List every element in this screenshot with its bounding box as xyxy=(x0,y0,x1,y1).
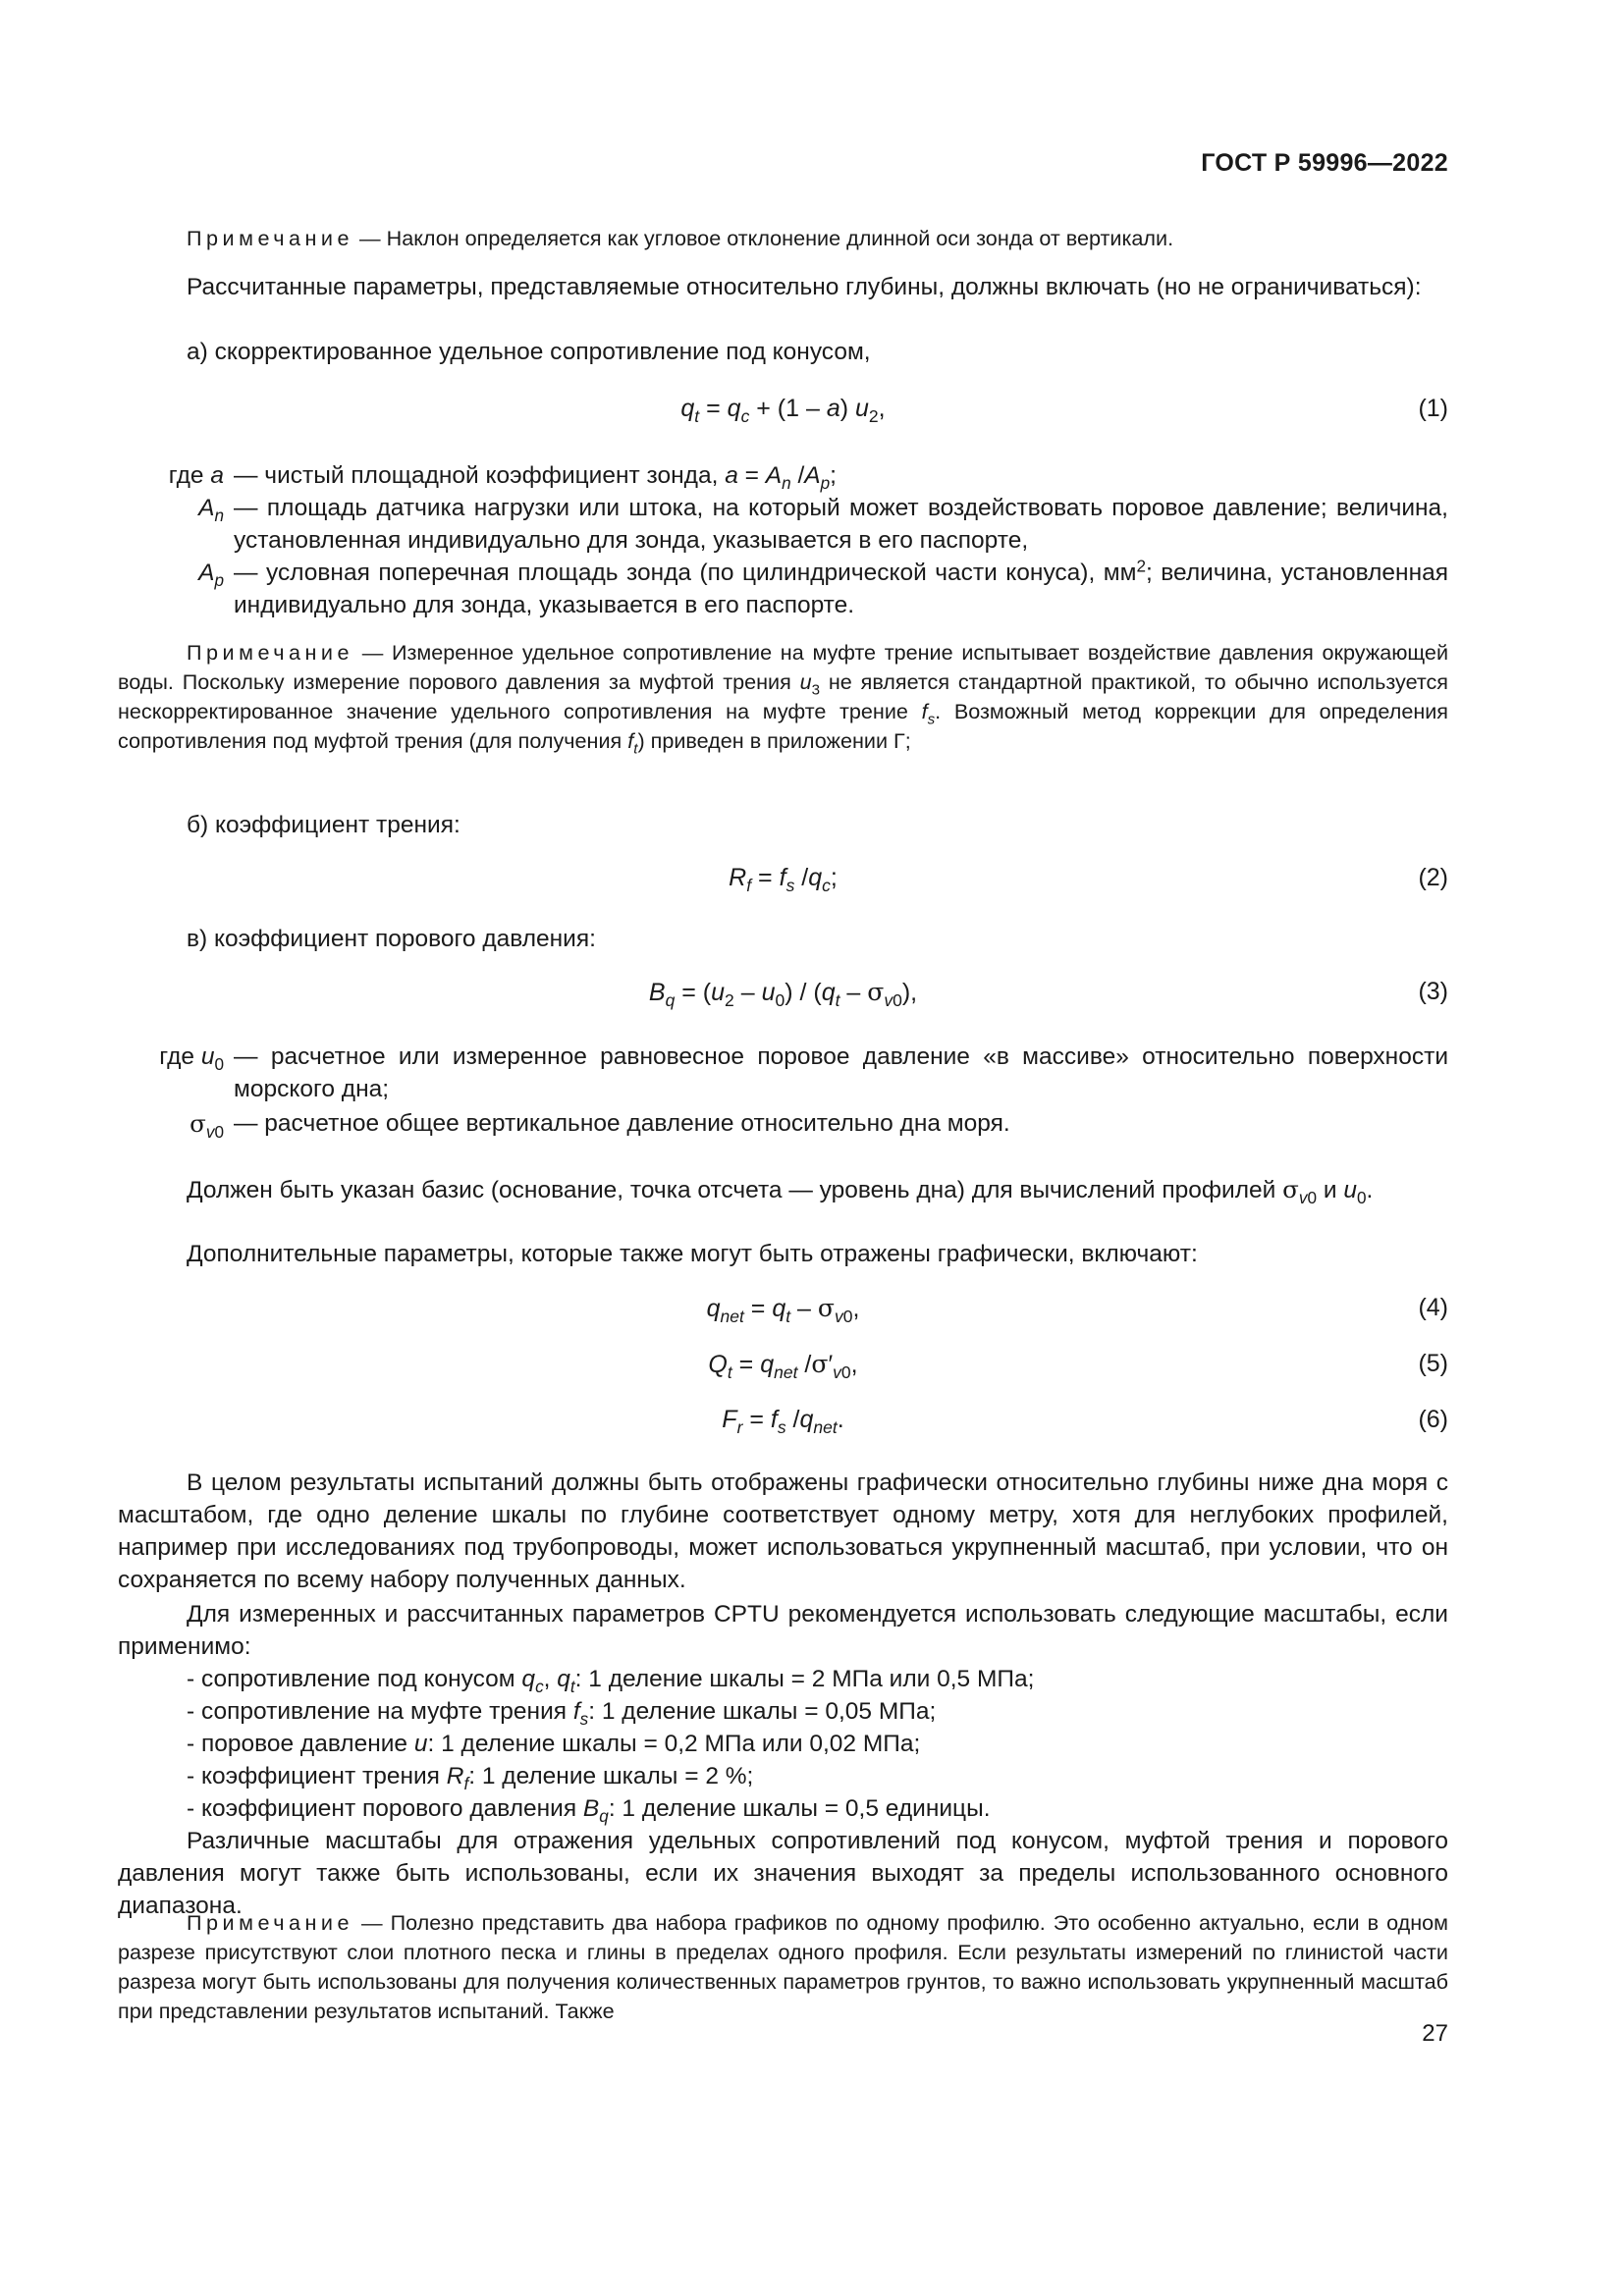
note-3: Примечание — Полезно представить два набора графиков по одному профилю. Это особенно актуально, если в одном разрезе присутствуют слои плотного песка и глины в пределах одного профиля. Если результаты измерений по глинистой части разреза могут быть использованы для получения количественных параметров грунтов, то важно использовать укрупненный масштаб при представлении результатов испытаний. Также xyxy=(118,1910,1448,2023)
document-page xyxy=(118,0,1448,2296)
formula-1-number: (1) xyxy=(1418,395,1448,422)
note-2: Примечание — Измеренное удельное сопротивление на муфте трение испытывает воздействие давления окружающей воды. Поскольку измерение порового давления за муфтой трения $u_3$ не является стандартной практикой, то обычно используется нескорректированное значение удельного сопротивления на муфте трение $f_s$. Возможный метод коррекции для определения сопротивления под муфтой трения (для получения $f_t$) приведен в приложении Г; xyxy=(118,640,1449,758)
paragraph-scales: Для измеренных и рассчитанных параметров CPTU рекомендуется использовать следующие масштабы, если применимо: xyxy=(118,1601,1448,1660)
formula-5-number: (5) xyxy=(1418,1350,1448,1377)
formula-2-number: (2) xyxy=(1418,864,1448,891)
definition-sigma-v0: $\sigma_{v0}$ — расчетное общее вертикальное давление относительно дна моря. xyxy=(189,1109,1010,1142)
formula-4-number: (4) xyxy=(1418,1294,1448,1321)
document-header: ГОСТ Р 59996—2022 xyxy=(1201,149,1448,177)
list-item-v: в) коэффициент порового давления: xyxy=(187,926,596,952)
formula-4-expression: $q_{net} = q_t - \sigma_{v0}$, xyxy=(706,1294,860,1327)
formula-3 xyxy=(118,978,1448,1013)
formula-3-number: (3) xyxy=(1418,978,1448,1005)
formula-1 xyxy=(118,395,1448,430)
definition-ap: $A_p$ — условная поперечная площадь зонда (по цилиндрической части конуса), $мм^2$; величина, установленная индивидуально для зонда, указывается в его паспорте. xyxy=(198,556,1448,618)
formula-6-expression: $F_r = f_s$ $/q_{net}$. xyxy=(722,1406,844,1438)
formula-5-expression: $Q_t = q_{net}$ $/\sigma'_{v0}$, xyxy=(708,1350,858,1383)
formula-5 xyxy=(118,1350,1448,1385)
note-label: Примечание xyxy=(187,226,353,250)
formula-6-number: (6) xyxy=(1418,1406,1448,1433)
formula-2-expression: $R_f = f_s$ $/q_c$; xyxy=(729,864,838,896)
formula-1-expression: $q_t = q_c + (1 - a)$ $u_2$, xyxy=(680,395,886,427)
paragraph-calculated-params: Рассчитанные параметры, представляемые относительно глубины, должны включать (но не ограничиваться): xyxy=(187,274,1422,300)
scale-item-cone: - сопротивление под конусом $q_c$, $q_t$: 1 деление шкалы = 2 МПа или 0,5 МПа; xyxy=(187,1666,1035,1696)
paragraph-additional: Дополнительные параметры, которые также могут быть отражены графически, включают: xyxy=(187,1241,1198,1267)
formula-2 xyxy=(118,864,1448,899)
scale-item-sleeve: - сопротивление на муфте трения $f_s$: 1 деление шкалы = 0,05 МПа; xyxy=(187,1698,937,1729)
scale-item-friction: - коэффициент трения $R_f$: 1 деление шкалы = 2 %; xyxy=(187,1763,754,1793)
formula-6 xyxy=(118,1406,1448,1441)
paragraph-results: В целом результаты испытаний должны быть отображены графически относительно глубины ниже дна моря с масштабом, где одно деление шкалы по глубине соответствует одному метру, хотя для неглубоких профилей, например при исследованиях под трубопроводы, может использоваться укрупненный масштаб, при условии, что он сохраняется по всему набору полученных данных. xyxy=(118,1469,1448,1593)
definition-an: $A_n$ — площадь датчика нагрузки или штока, на который может воздействовать поровое давление; величина, установленная индивидуально для зонда, указывается в его паспорте, xyxy=(198,495,1448,554)
page-number: 27 xyxy=(1422,2020,1448,2047)
scale-item-pore-ratio: - коэффициент порового давления $B_q$: 1 деление шкалы = 0,5 единицы. xyxy=(187,1795,991,1826)
list-item-a: а) скорректированное удельное сопротивление под конусом, xyxy=(187,339,871,365)
formula-4 xyxy=(118,1294,1448,1329)
paragraph-basis: Должен быть указан базис (основание, точка отсчета — уровень дна) для вычислений профилей $\sigma_{v0}$ и $u_0$. xyxy=(187,1175,1374,1207)
list-item-b: б) коэффициент трения: xyxy=(187,812,460,838)
formula-3-expression: $B_q = (u_2 - u_0) / (q_t - \sigma_{v0})$, xyxy=(648,978,918,1011)
definition-a: где a — чистый площадной коэффициент зонда, $a = A_n$ $/A_p$; xyxy=(168,462,837,493)
scale-item-pore-pressure: - поровое давление u: 1 деление шкалы = 0,2 МПа или 0,02 МПа; xyxy=(187,1731,921,1757)
definition-u0: где $u_0$ — расчетное или измеренное равновесное поровое давление «в массиве» относительно поверхности морского дна; xyxy=(159,1043,1448,1102)
note-1: Примечание — Наклон определяется как угловое отклонение длинной оси зонда от вертикали. xyxy=(187,226,1174,250)
paragraph-various-scales: Различные масштабы для отражения удельных сопротивлений под конусом, муфтой трения и порового давления могут также быть использованы, если их значения выходят за пределы использованного основного диапазона. xyxy=(118,1828,1448,1919)
